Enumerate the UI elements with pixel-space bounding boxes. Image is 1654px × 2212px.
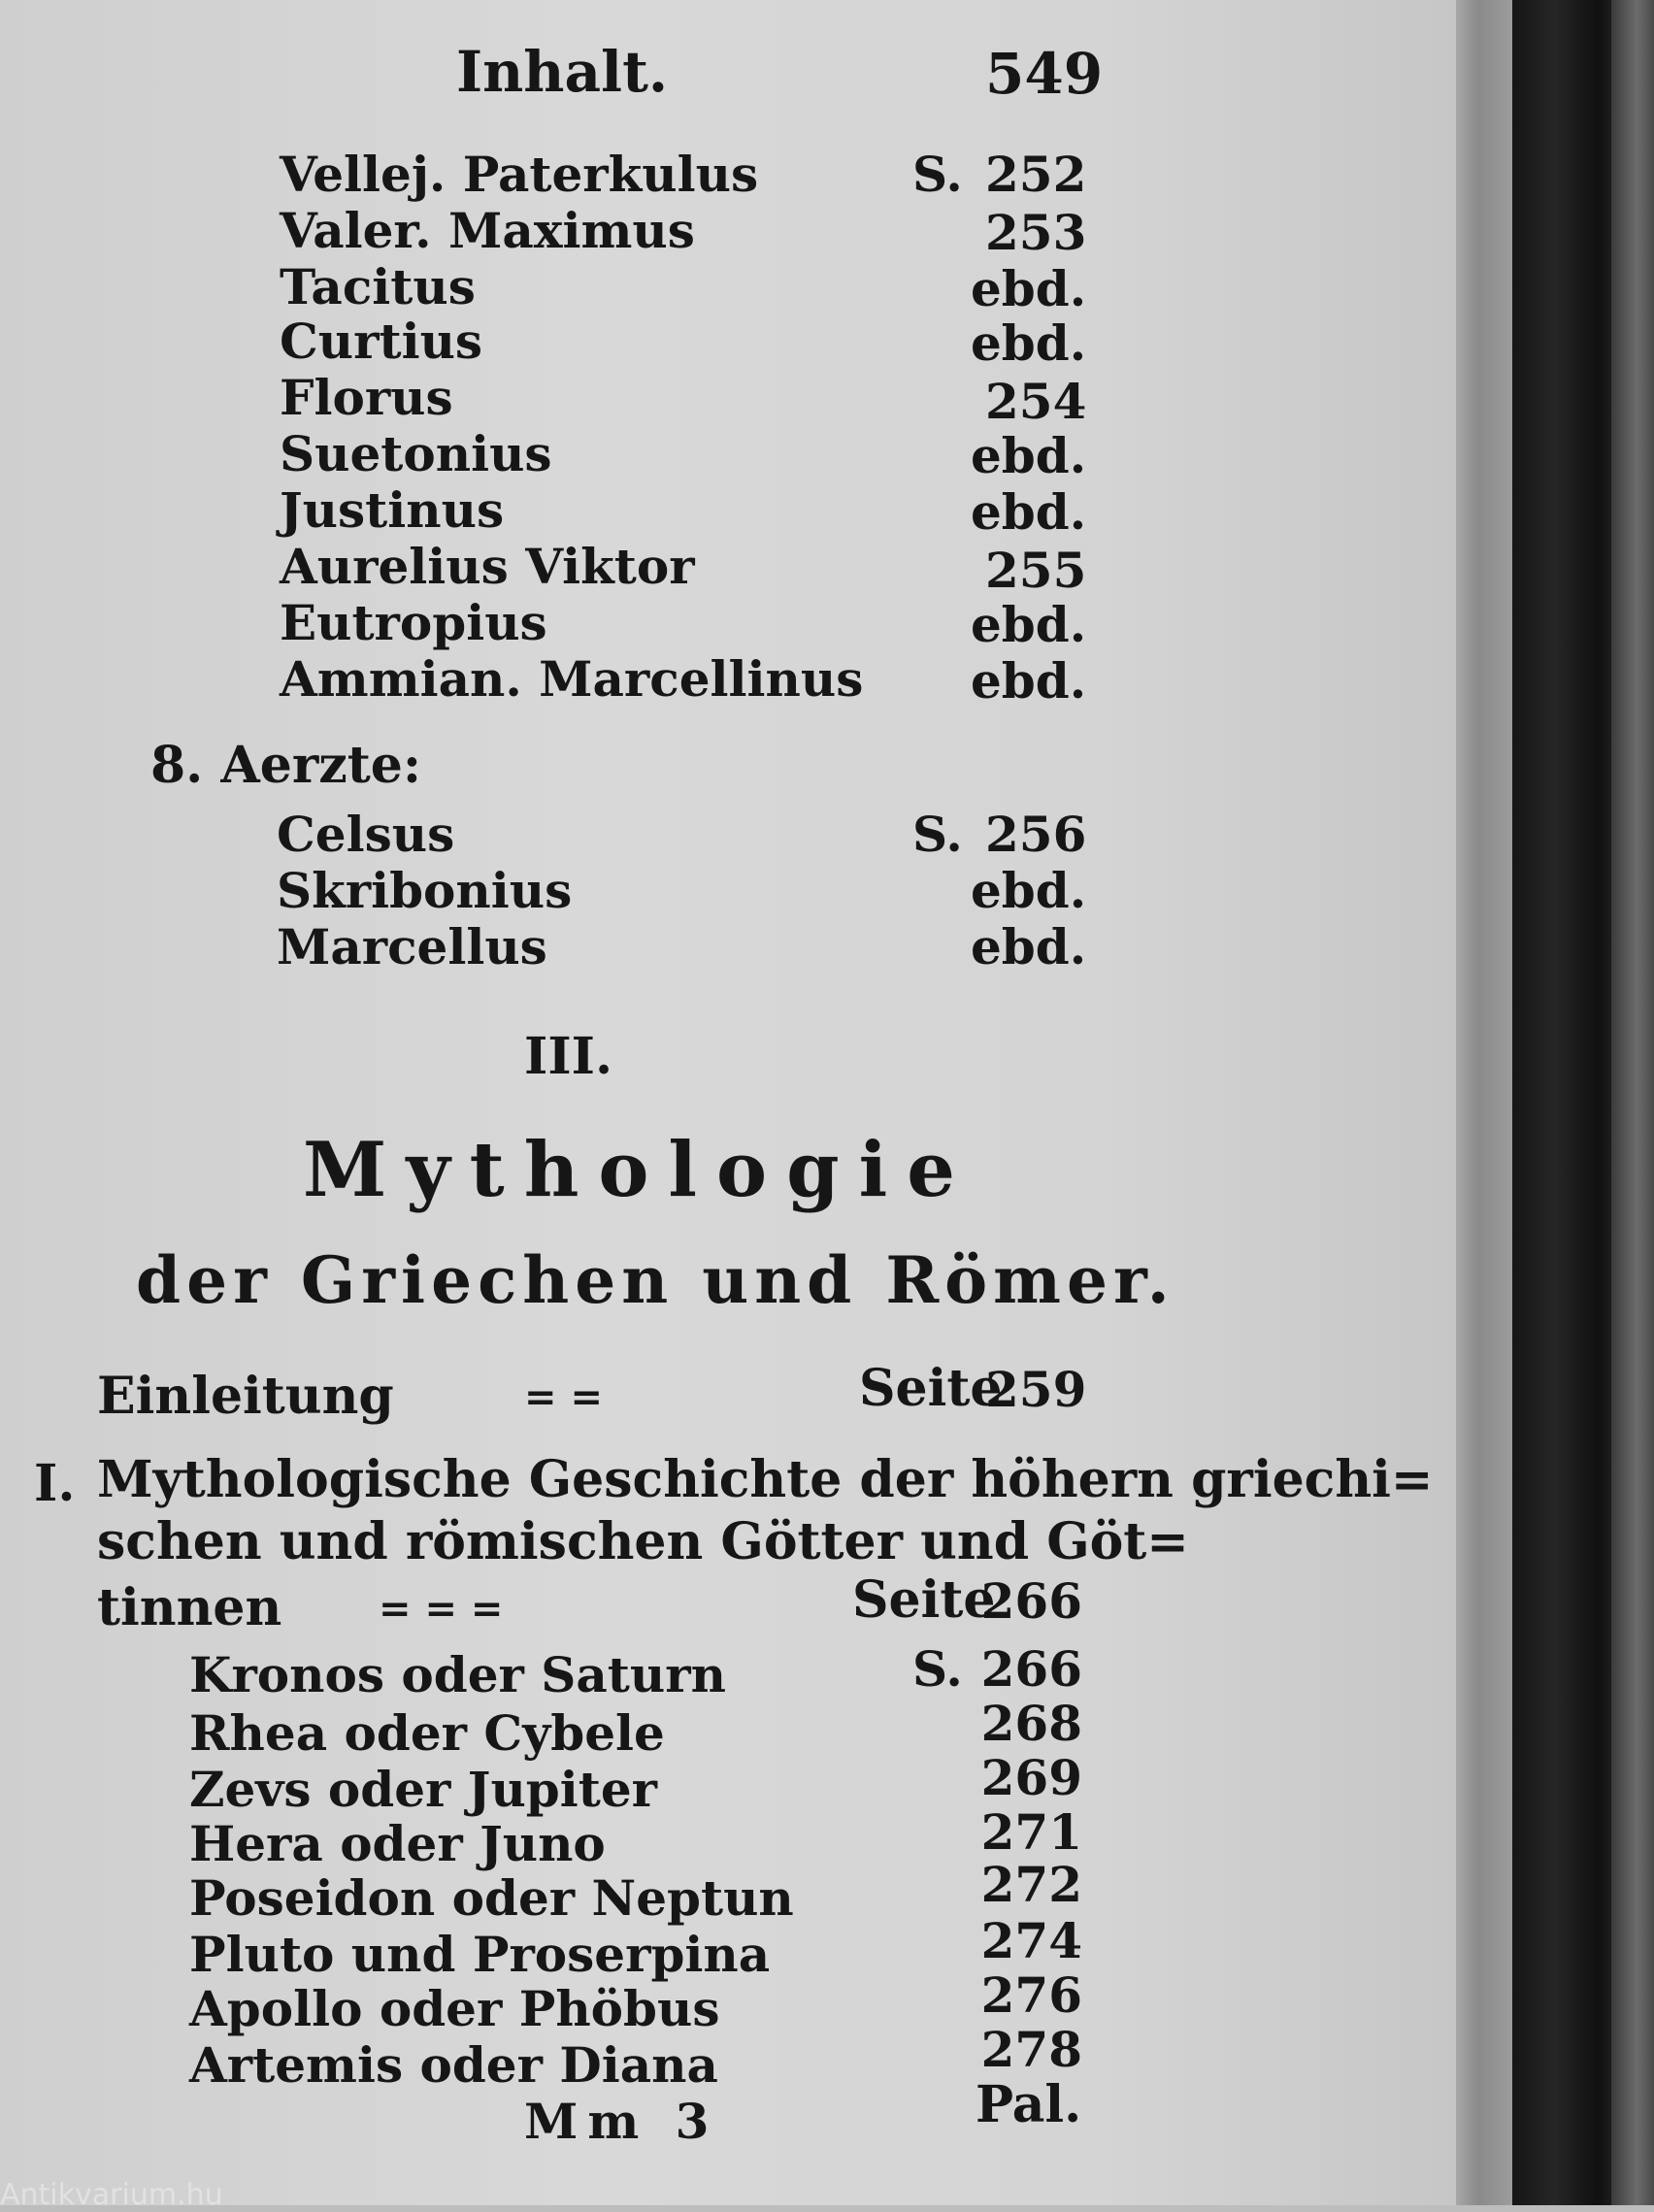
entry-name: Celsus	[277, 806, 455, 863]
entry-name: Artemis oder Diana	[189, 2036, 718, 2094]
entry-page-prefix: Seite	[859, 1359, 1003, 1418]
entry-page: 252	[985, 146, 1087, 203]
entry-page: 274	[980, 1912, 1082, 1969]
entry-page: ebd.	[971, 652, 1087, 710]
entry-name: Hera oder Juno	[189, 1815, 606, 1872]
section-heading: 8. Aerzte:	[150, 736, 422, 795]
book-spine-edge	[1611, 0, 1654, 2205]
running-header-title: Inhalt.	[456, 39, 669, 105]
entry-name: Florus	[280, 369, 453, 426]
running-header-page-number: 549	[985, 41, 1104, 107]
entry-page: 266	[980, 1572, 1082, 1630]
entry-name: Apollo oder Phöbus	[189, 1980, 720, 2037]
entry-page: 268	[980, 1695, 1082, 1752]
entry-page: 256	[985, 806, 1087, 863]
intro-label: Einleitung	[97, 1367, 394, 1426]
entry-name: Eutropius	[280, 594, 547, 651]
entry-page: ebd.	[971, 862, 1087, 919]
chapter-title-line: tinnen	[97, 1578, 282, 1637]
watermark: Antikvarium.hu	[0, 2178, 223, 2212]
entry-page: 271	[980, 1803, 1082, 1861]
page-gutter	[1456, 0, 1512, 2205]
entry-page: 276	[980, 1966, 1082, 2024]
entry-name: Suetonius	[280, 425, 552, 482]
entry-name: Kronos oder Saturn	[189, 1646, 726, 1703]
entry-name: Poseidon oder Neptun	[189, 1869, 794, 1927]
entry-page: ebd.	[971, 314, 1087, 372]
entry-name: Marcellus	[277, 918, 547, 975]
entry-name: Aurelius Viktor	[280, 538, 695, 595]
entry-page: 253	[985, 204, 1087, 261]
entry-name: Skribonius	[277, 862, 573, 919]
part-numeral: III.	[524, 1027, 613, 1086]
entry-page-prefix: S.	[912, 1640, 963, 1698]
entry-page-prefix: Seite	[852, 1570, 996, 1630]
leader-dots: = = =	[379, 1586, 504, 1632]
entry-page: ebd.	[971, 596, 1087, 653]
leader-dots: = =	[524, 1374, 603, 1420]
chapter-title-line: schen und römischen Götter und Göt=	[97, 1512, 1189, 1571]
entry-page: 269	[980, 1749, 1082, 1806]
catchword: Pal.	[976, 2075, 1082, 2134]
entry-name: Zevs oder Jupiter	[189, 1761, 658, 1818]
entry-page: 259	[985, 1361, 1087, 1418]
entry-name: Tacitus	[280, 258, 476, 315]
entry-name: Curtius	[280, 313, 483, 370]
entry-page-prefix: S.	[912, 806, 963, 863]
part-title: Mythologie	[303, 1126, 975, 1214]
entry-page: 266	[980, 1640, 1082, 1698]
chapter-numeral: I.	[34, 1454, 76, 1513]
entry-page: 278	[980, 2021, 1082, 2078]
entry-page: ebd.	[971, 427, 1087, 484]
entry-page: 255	[985, 542, 1087, 599]
entry-name: Valer. Maximus	[280, 202, 695, 259]
entry-page: 272	[980, 1856, 1082, 1913]
entry-page: ebd.	[971, 260, 1087, 317]
entry-name: Vellej. Paterkulus	[280, 146, 759, 203]
signature-mark: Mm 3	[524, 2093, 719, 2150]
entry-name: Justinus	[280, 481, 505, 539]
entry-name: Pluto und Proserpina	[189, 1926, 771, 1983]
entry-page-prefix: S.	[912, 146, 963, 203]
entry-name: Ammian. Marcellinus	[280, 650, 864, 708]
part-subtitle: der Griechen und Römer.	[136, 1242, 1175, 1318]
entry-page: 254	[985, 373, 1087, 430]
chapter-title-line: Mythologische Geschichte der höhern griechi=	[97, 1450, 1434, 1509]
entry-page: ebd.	[971, 483, 1087, 541]
entry-page: ebd.	[971, 918, 1087, 975]
entry-name: Rhea oder Cybele	[189, 1704, 665, 1762]
